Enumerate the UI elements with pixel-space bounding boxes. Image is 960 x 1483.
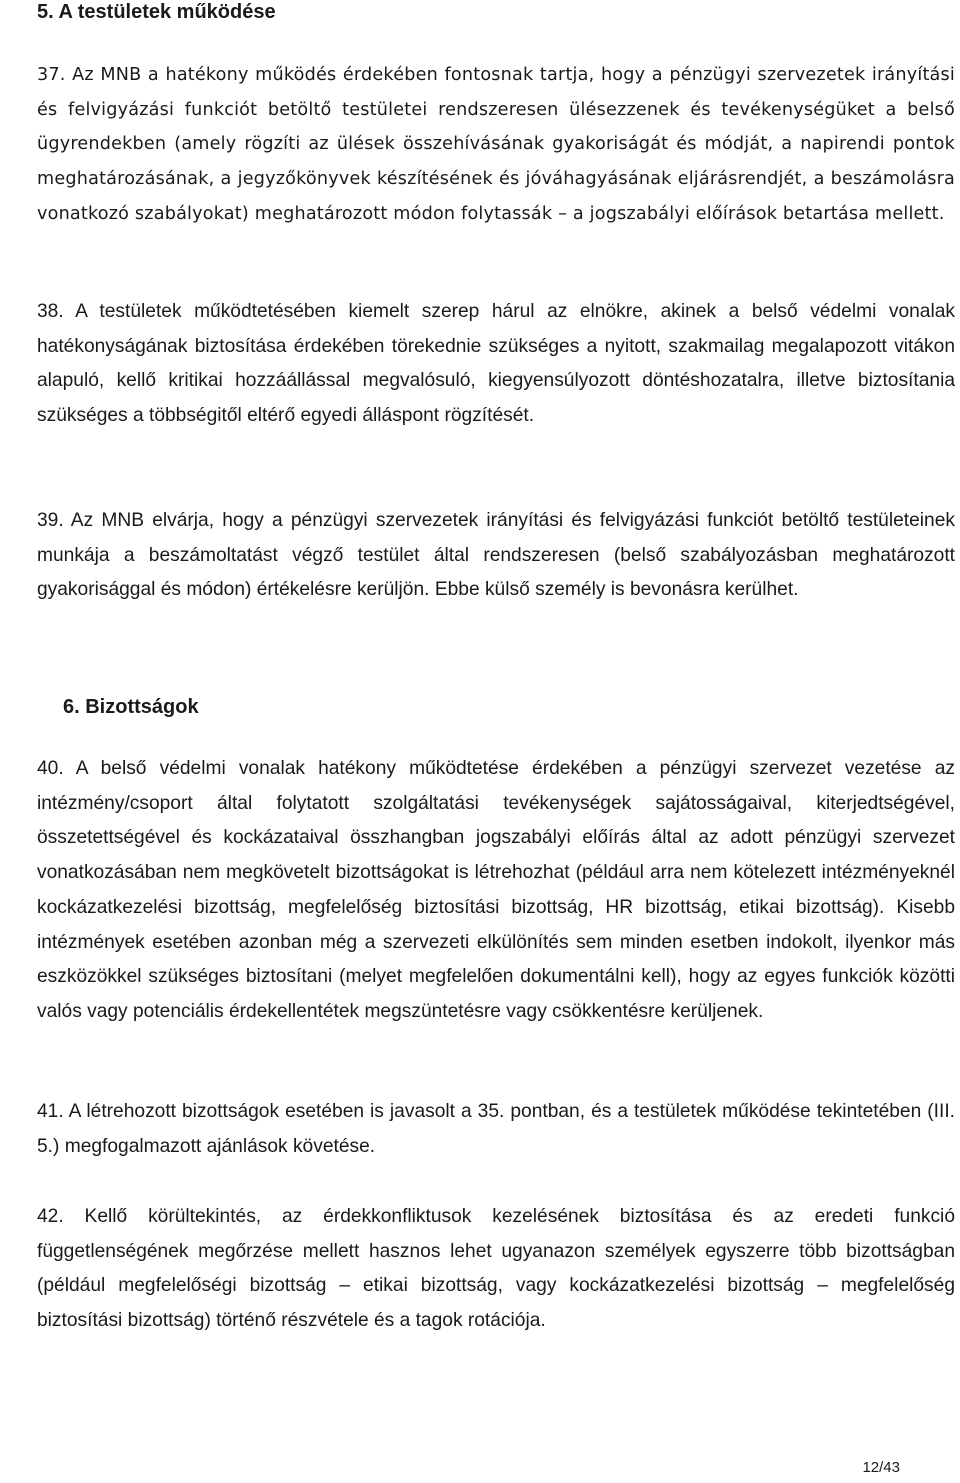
paragraph-text: Az MNB elvárja, hogy a pénzügyi szervezetek irányítási és felvigyázási funkciót betöltő testületeinek munkája a beszámoltatást végző testület által rendszeresen (belső szabályozásban meghatározott gyakorisággal és módon) értékelésre kerüljön. Ebbe külső személy is bevonásra kerülhet.	[37, 510, 955, 601]
paragraph-text: A belső védelmi vonalak hatékony működtetése érdekében a pénzügyi szervezet vezetése az intézmény/csoport által folytatott szolgáltatási tevékenységek sajátosságaival, kiterjedtségével, összetettségével és kockázataival összhangban jogszabályi előírás által az adott pénzügyi szervezet vonatkozásában nem megkövetelt bizottságokat is létrehozhat (például arra nem kötelezett intézményeknél kockázatkezelési bizottság, megfelelőség biztosítási bizottság, HR bizottság, etikai bizottság). Kisebb intézmények esetében azonban még a szervezeti elkülönítés sem minden esetben indokolt, ilyenkor más eszközökkel szükséges biztosítani (melyet megfelelően dokumentálni kell), hogy az egyes funkciók közötti valós vagy potenciális érdekellentétek megszüntetésre vagy csökkentésre kerüljenek.	[37, 758, 955, 1022]
paragraph-text: Az MNB a hatékony működés érdekében fontosnak tartja, hogy a pénzügyi szervezetek irányítási és felvigyázási funkciót betöltő testületei rendszeresen ülésezzenek és tevékenységüket a belső ügyrendekben (amely rögzíti az ülések összehívásának gyakoriságát és módját, a napirendi pontok meghatározásának, a jegyzőkönyvek készítésének és jóváhagyásának eljárásrendjét, a beszámolásra vonatkozó szabályokat) meghatározott módon folytassák – a jogszabályi előírások betartása mellett.	[37, 65, 955, 224]
paragraph-number: 40.	[37, 758, 64, 779]
paragraph-number: 41.	[37, 1101, 64, 1122]
paragraph-number: 42.	[37, 1206, 64, 1227]
section-heading-6: 6. Bizottságok	[63, 696, 199, 718]
page-number: 12/43	[862, 1459, 900, 1476]
paragraph-number: 38.	[37, 301, 64, 322]
paragraph-number: 37.	[37, 65, 66, 85]
paragraph-text: A létrehozott bizottságok esetében is javasolt a 35. pontban, és a testületek működése tekintetében (III. 5.) megfogalmazott ajánlások követése.	[37, 1101, 955, 1157]
paragraph-41	[37, 1095, 955, 1164]
paragraph-text: Kellő körültekintés, az érdekkonfliktusok kezelésének biztosítása és az eredeti funkció függetlenségének megőrzése mellett hasznos lehet ugyanazon személyek egyszerre több bizottságban (például megfelelőségi bizottság – etikai bizottság, vagy kockázatkezelési bizottság – megfelelőség biztosítási bizottság) történő részvétele és a tagok rotációja.	[37, 1206, 955, 1332]
paragraph-37	[37, 58, 955, 232]
paragraph-40	[37, 752, 955, 1030]
paragraph-number: 39.	[37, 510, 64, 531]
paragraph-text: A testületek működtetésében kiemelt szerep hárul az elnökre, akinek a belső védelmi vonalak hatékonyságának biztosítása érdekében törekednie szükséges a nyitott, szakmailag megalapozott vitákon alapuló, kellő kritikai hozzáállással megvalósuló, kiegyensúlyozott döntéshozatalra, illetve biztosítania szükséges a többségitől eltérő egyedi álláspont rögzítését.	[37, 301, 955, 427]
paragraph-39	[37, 504, 955, 608]
section-heading-5: 5. A testületek működése	[37, 1, 276, 23]
paragraph-42	[37, 1200, 955, 1339]
paragraph-38	[37, 295, 955, 434]
